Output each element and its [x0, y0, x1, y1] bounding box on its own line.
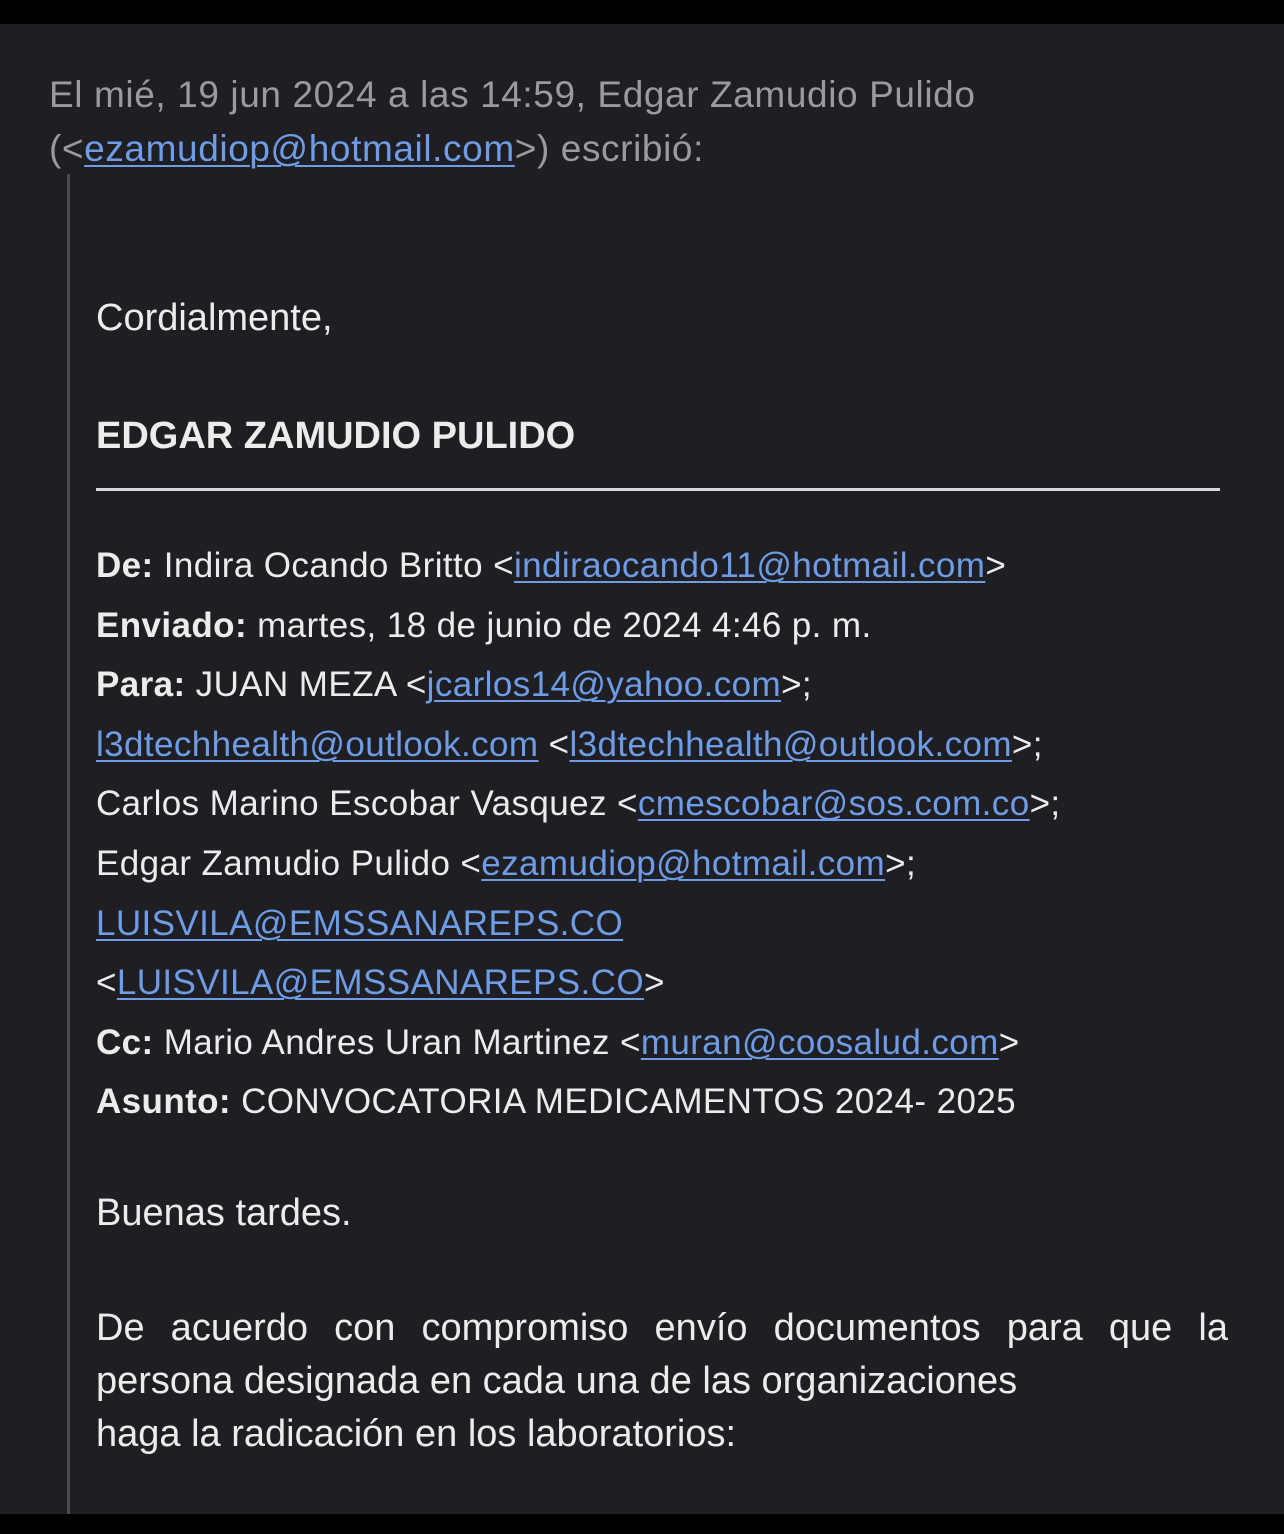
signature-name: EDGAR ZAMUDIO PULIDO [96, 415, 576, 457]
from-name: Indira Ocando Britto < [153, 546, 514, 585]
forwarded-headers [96, 536, 1246, 1132]
email-body-panel [0, 24, 1284, 1514]
to-5-display-link[interactable]: LUISVILA@EMSSANAREPS.CO [96, 903, 624, 943]
quote-header-close: >) escribió: [514, 128, 704, 169]
cc-name: Mario Andres Uran Martinez < [153, 1022, 641, 1062]
subject-label: Asunto: [96, 1082, 231, 1122]
to-4-name: Edgar Zamudio Pulido < [96, 843, 482, 883]
header-to [96, 655, 1246, 715]
to-3-email-link[interactable]: cmescobar@sos.com.co [637, 784, 1030, 824]
from-end: > [985, 546, 1007, 585]
subject-value: CONVOCATORIA MEDICAMENTOS 2024- 2025 [231, 1082, 1017, 1122]
quote-header [49, 68, 1249, 176]
quote-header-open: (< [49, 128, 85, 169]
header-to-line-4 [96, 834, 1246, 894]
to-1-email-link[interactable]: jcarlos14@yahoo.com [426, 665, 782, 705]
cc-end: > [998, 1022, 1020, 1062]
to-1-end: >; [781, 665, 813, 705]
to-5-open: < [96, 963, 117, 1003]
signature-closing: Cordialmente, [96, 297, 333, 339]
from-email-link[interactable]: indiraocando11@hotmail.com [513, 546, 986, 585]
to-5-end: > [643, 963, 665, 1003]
to-2-mid: < [538, 724, 570, 764]
header-to-line-2 [96, 715, 1246, 775]
sent-value: martes, 18 de junio de 2024 4:46 p. m. [247, 605, 872, 645]
header-cc [96, 1013, 1246, 1073]
to-2-end: >; [1011, 724, 1043, 764]
message-body-line-1: De acuerdo con compromiso envío documentos para que la [96, 1307, 1228, 1349]
to-2-email-link[interactable]: l3dtechhealth@outlook.com [569, 724, 1012, 764]
cc-email-link[interactable]: muran@coosalud.com [640, 1022, 999, 1062]
to-4-end: >; [885, 843, 917, 883]
to-2-display-link[interactable]: l3dtechhealth@outlook.com [96, 724, 539, 764]
to-label: Para: [96, 665, 186, 705]
sent-label: Enviado: [96, 605, 247, 645]
from-label: De: [96, 546, 154, 585]
message-body-line-3: haga la radicación en los laboratorios: [96, 1413, 737, 1455]
header-to-line-6 [96, 953, 1246, 1013]
header-subject [96, 1072, 1246, 1132]
to-3-end: >; [1029, 784, 1061, 824]
message-greeting: Buenas tardes. [96, 1192, 352, 1234]
separator-line [96, 488, 1220, 491]
header-from [96, 536, 1246, 596]
header-sent [96, 596, 1246, 656]
message-body-line-2: persona designada en cada una de las organizaciones [96, 1360, 1018, 1402]
to-4-email-link[interactable]: ezamudiop@hotmail.com [481, 843, 886, 883]
quote-header-prefix: El mié, 19 jun 2024 a las 14:59, Edgar Zamudio Pulido [49, 74, 976, 115]
header-to-line-3 [96, 774, 1246, 834]
cc-label: Cc: [96, 1022, 154, 1062]
to-3-name: Carlos Marino Escobar Vasquez < [96, 784, 638, 824]
to-5-email-link[interactable]: LUISVILA@EMSSANAREPS.CO [116, 963, 644, 1003]
message-body [96, 1302, 1236, 1461]
to-1-name: JUAN MEZA < [185, 665, 427, 705]
header-to-line-5 [96, 894, 1246, 954]
quote-indent-bar [67, 174, 70, 1514]
quote-header-email-link[interactable]: ezamudiop@hotmail.com [84, 128, 515, 169]
